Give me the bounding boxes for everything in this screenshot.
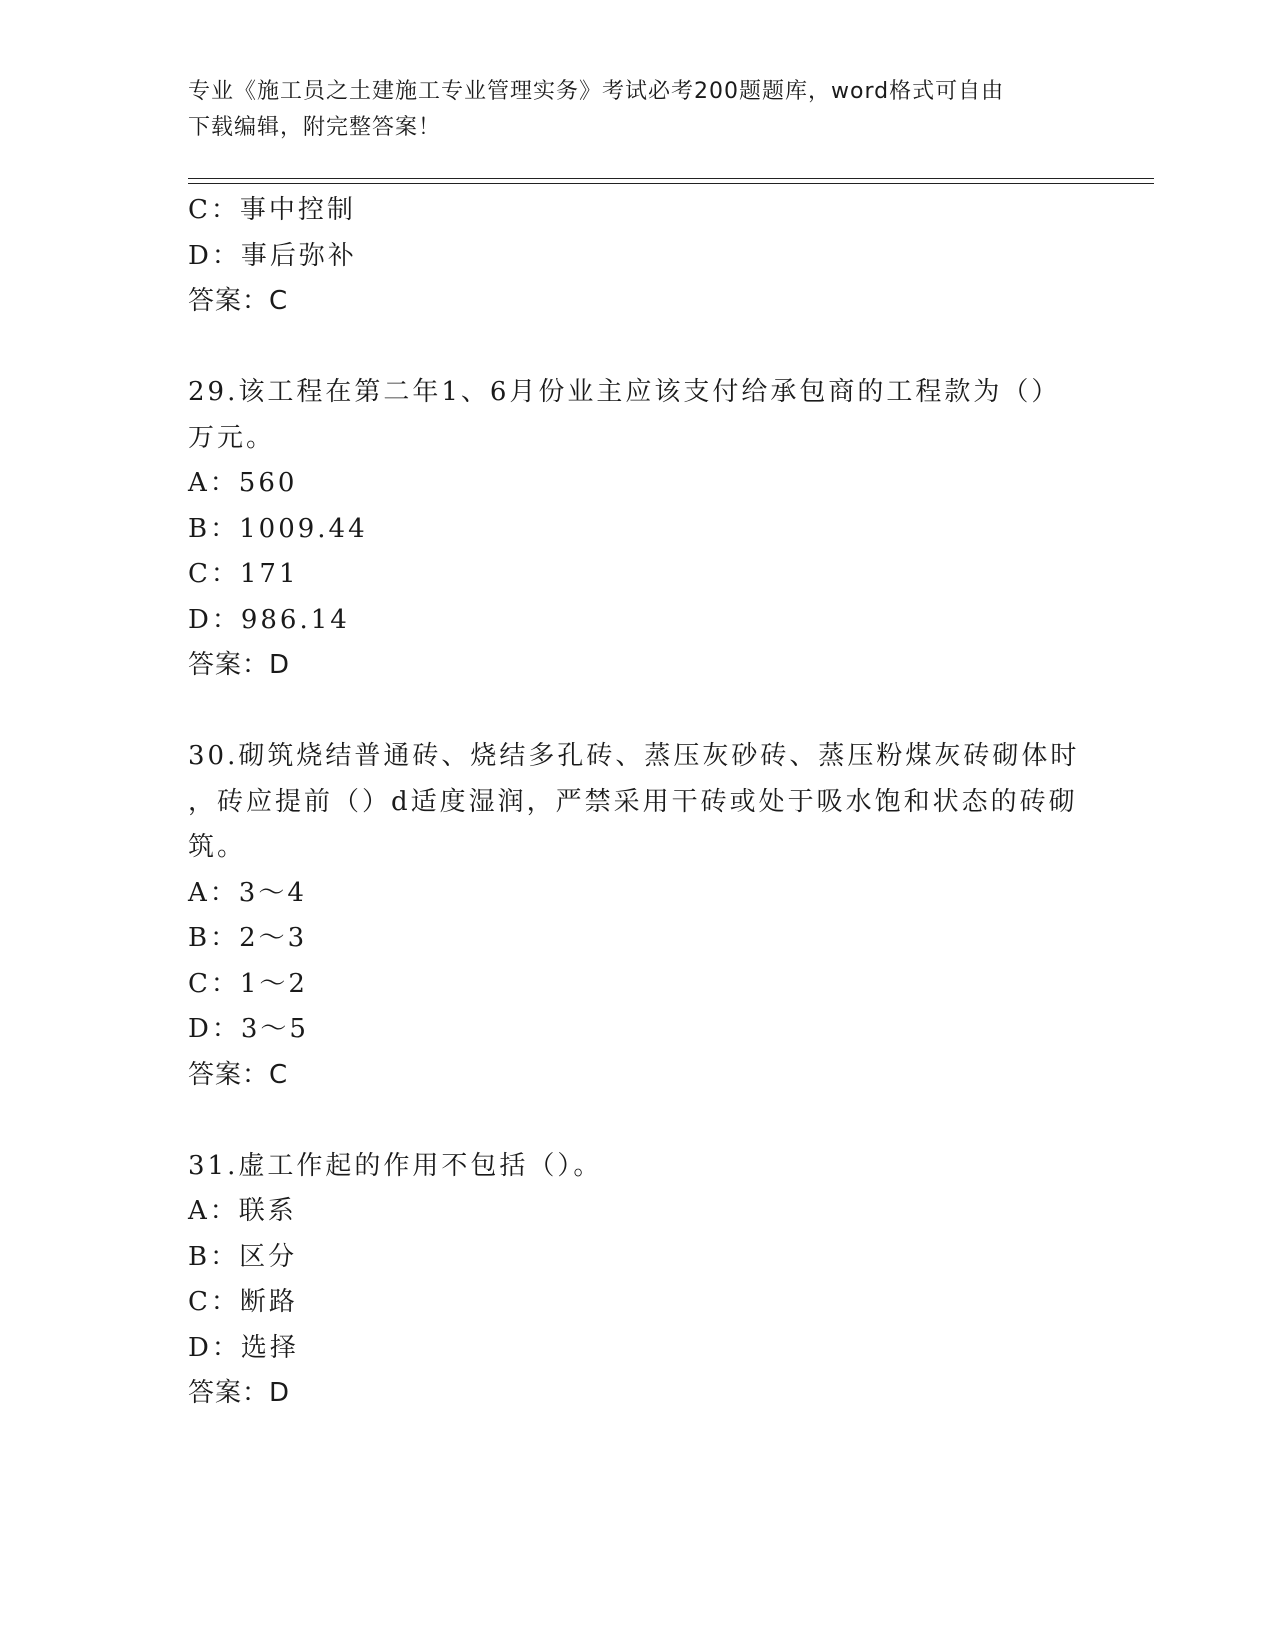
option-d: D：事后弥补 xyxy=(188,240,357,271)
question-28-continued xyxy=(188,188,1088,325)
answer-line: 答案：C xyxy=(188,1059,289,1090)
option-d: D：3～5 xyxy=(188,1014,309,1044)
answer-line: 答案：D xyxy=(188,650,291,680)
spacer xyxy=(188,1098,1088,1144)
question-31 xyxy=(188,1144,1088,1417)
option-a: A：560 xyxy=(188,468,298,498)
spacer xyxy=(188,689,1088,735)
question-stem: 30.砌筑烧结普通砖、烧结多孔砖、蒸压灰砂砖、蒸压粉煤灰砖砌体时 xyxy=(188,741,1080,771)
option-b: B：区分 xyxy=(188,1241,298,1272)
option-c: C：1～2 xyxy=(188,968,308,999)
answer-line: 答案：C xyxy=(188,286,289,316)
header-line-1: 专业《施工员之土建施工专业管理实务》考试必考200题题库，word格式可自由 xyxy=(188,79,1005,104)
question-stem: 筑。 xyxy=(188,832,247,862)
option-c: C：事中控制 xyxy=(188,195,356,225)
option-a: A：联系 xyxy=(188,1196,297,1226)
question-30 xyxy=(188,734,1088,1098)
answer-line: 答案：D xyxy=(188,1378,291,1408)
option-c: C：断路 xyxy=(188,1287,298,1317)
question-stem: 31.虚工作起的作用不包括（）。 xyxy=(188,1150,603,1181)
option-b: B：1009.44 xyxy=(188,513,368,544)
header-line-2: 下载编辑，附完整答案！ xyxy=(188,115,442,140)
header-rule-bottom xyxy=(188,183,1154,184)
option-c: C：171 xyxy=(188,559,299,589)
question-stem: 万元。 xyxy=(188,422,276,453)
option-b: B：2～3 xyxy=(188,923,308,953)
question-stem: 29.该工程在第二年1、6月份业主应该支付给承包商的工程款为（） xyxy=(188,377,1061,407)
question-29 xyxy=(188,370,1088,689)
option-a: A：3～4 xyxy=(188,877,307,908)
document-header xyxy=(188,74,1068,146)
question-list xyxy=(188,188,1088,1417)
spacer xyxy=(188,325,1088,371)
option-d: D：986.14 xyxy=(188,604,350,635)
question-stem: ，砖应提前（）d适度湿润，严禁采用干砖或处于吸水饱和状态的砖砌 xyxy=(188,786,1078,817)
header-rule-top xyxy=(188,178,1154,179)
option-d: D：选择 xyxy=(188,1332,299,1363)
